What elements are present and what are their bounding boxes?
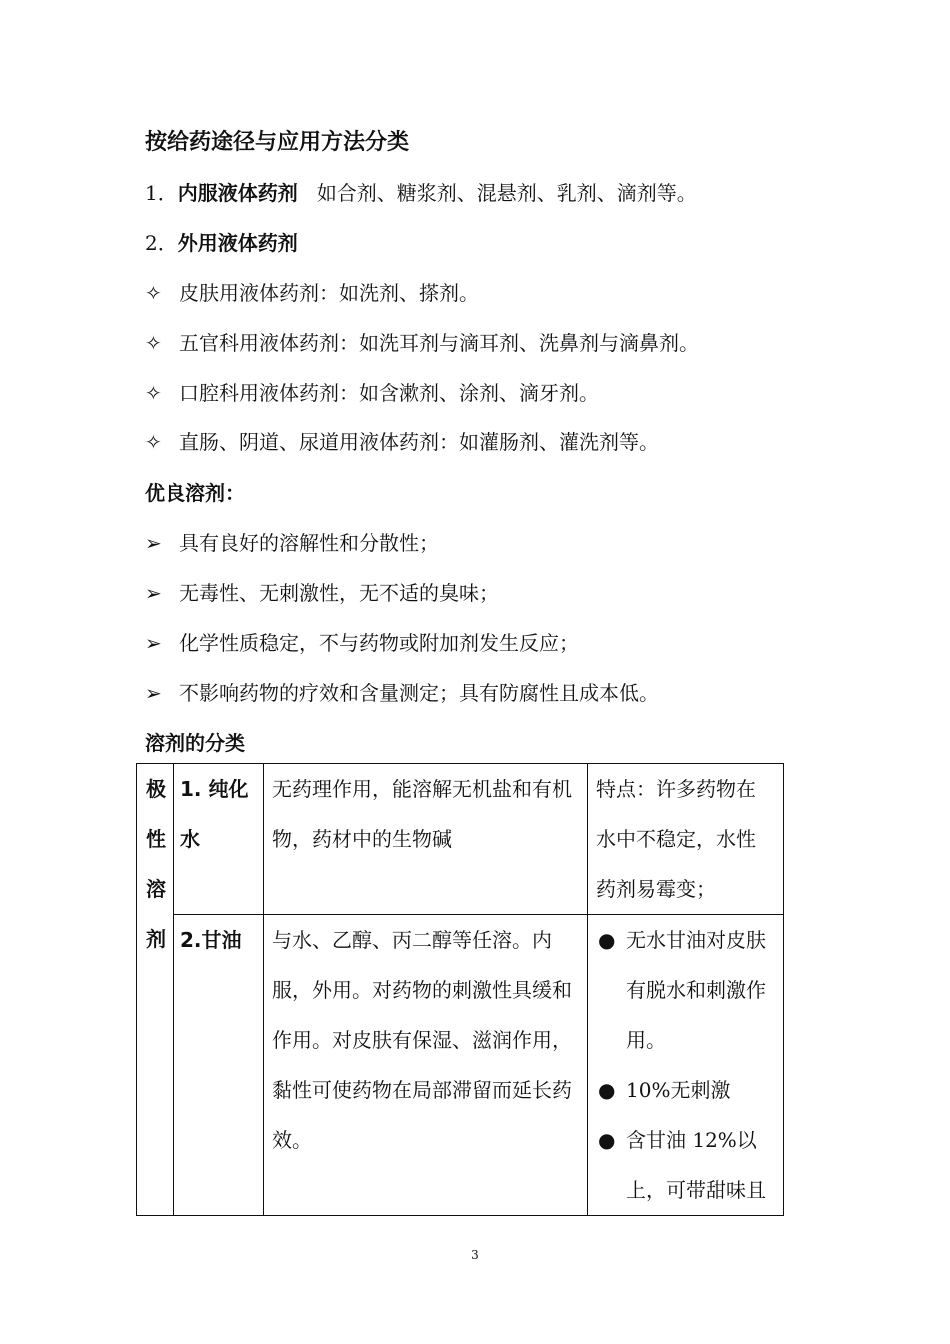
external-list-item — [145, 277, 479, 306]
section-heading: 按给药途径与应用方法分类 — [145, 130, 410, 155]
list-text: 无毒性、无刺激性，无不适的臭味； — [179, 581, 499, 605]
list-text: 无水甘油对皮肤有脱水和刺激作用。 — [626, 928, 766, 1052]
solvent-feature — [588, 915, 784, 1216]
good-solvent-item — [145, 577, 499, 606]
item-title: 内服液体药剂 — [177, 181, 298, 205]
external-list-item — [145, 327, 699, 356]
item-number: 2． — [145, 231, 178, 255]
list-item — [594, 1115, 777, 1215]
good-solvent-item — [145, 527, 439, 556]
solvent-name: 2.甘油 — [174, 915, 264, 1216]
list-text: 化学性质稳定，不与药物或附加剂发生反应； — [179, 631, 579, 655]
list-text: 含甘油 12%以上，可带甜味且 — [626, 1128, 766, 1202]
list-text: 10%无刺激 — [626, 1078, 731, 1102]
bullet-dot-icon: ● — [598, 1078, 616, 1102]
good-solvent-item — [145, 627, 579, 656]
list-text: 直肠、阴道、尿道用液体药剂：如灌肠剂、灌洗剂等。 — [179, 430, 659, 454]
category-cell: 极性溶剂 — [137, 764, 174, 1216]
bullet-dot-icon: ● — [598, 1128, 616, 1152]
diamond-star-icon: ✧ — [145, 281, 162, 305]
external-list-item — [145, 426, 659, 455]
list-text: 口腔科用液体药剂：如含漱剂、涂剂、滴牙剂。 — [179, 381, 599, 405]
list-text: 具有良好的溶解性和分散性； — [179, 531, 439, 555]
diamond-star-icon: ✧ — [145, 430, 162, 454]
arrow-bullet-icon: ➢ — [145, 681, 162, 705]
diamond-star-icon: ✧ — [145, 381, 162, 405]
solvent-description: 无药理作用，能溶解无机盐和有机物，药材中的生物碱 — [264, 764, 588, 915]
list-item — [594, 1065, 777, 1115]
bullet-dot-icon: ● — [598, 928, 616, 952]
list-text: 皮肤用液体药剂：如洗剂、搽剂。 — [179, 281, 479, 305]
arrow-bullet-icon: ➢ — [145, 531, 162, 555]
diamond-star-icon: ✧ — [145, 331, 162, 355]
subheading-classification: 溶剂的分类 — [145, 731, 245, 755]
list-text: 五官科用液体药剂：如洗耳剂与滴耳剂、洗鼻剂与滴鼻剂。 — [179, 331, 699, 355]
list-text: 不影响药物的疗效和含量测定；具有防腐性且成本低。 — [179, 681, 659, 705]
item-internal — [145, 177, 697, 206]
solvent-description: 与水、乙醇、丙二醇等任溶。内服，外用。对药物的刺激性具缓和作用。对皮肤有保湿、滋润作用，黏性可使药物在局部滞留而延长药效。 — [264, 915, 588, 1216]
feature-bullet-list — [594, 915, 777, 1215]
good-solvent-item — [145, 677, 659, 706]
item-text: 如合剂、糖浆剂、混悬剂、乳剂、滴剂等。 — [316, 181, 697, 205]
list-item — [594, 915, 777, 1065]
subheading-good-solvent: 优良溶剂： — [145, 481, 245, 505]
item-number: 1． — [145, 181, 178, 205]
page-number: 3 — [471, 1248, 479, 1262]
solvent-feature: 特点：许多药物在水中不稳定，水性药剂易霉变； — [588, 764, 784, 915]
arrow-bullet-icon: ➢ — [145, 581, 162, 605]
arrow-bullet-icon: ➢ — [145, 631, 162, 655]
table-row — [137, 764, 784, 915]
item-title: 外用液体药剂 — [177, 231, 298, 255]
table-row — [137, 915, 784, 1216]
external-list-item — [145, 377, 599, 406]
item-external — [145, 227, 298, 256]
solvent-table — [136, 763, 784, 1216]
solvent-name: 1. 纯化水 — [174, 764, 264, 915]
